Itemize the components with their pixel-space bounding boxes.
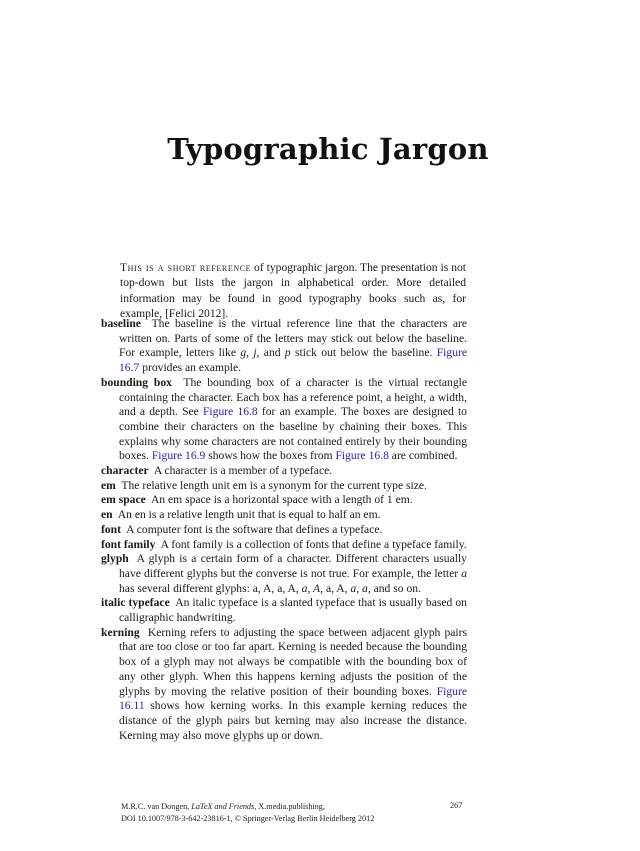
definition-text: An em space is a horizontal space with a length of 1 em. <box>150 493 413 507</box>
definition-text: A glyph is a certain form of a character. Different characters usually have different glyphs but the converse is not true. For example, the letter <box>119 552 467 580</box>
footer-citation <box>121 801 374 824</box>
intro-paragraph <box>120 260 466 322</box>
glossary-entry-em-space <box>101 493 467 508</box>
footer-author: M.R.C. van Dongen, <box>121 802 192 811</box>
figure-link[interactable]: Figure 16.9 <box>151 449 206 463</box>
definition-text: for an example. The boxes are designed to combine their characters on the baseline by chaining their boxes. This explains why some characters are not contained entirely by their bounding boxes. <box>119 405 467 463</box>
glossary-entry-font-family <box>101 538 467 553</box>
glossary-entry-font <box>101 523 467 538</box>
definition-italic: p <box>284 346 291 360</box>
page-title: Typographic Jargon <box>167 132 489 166</box>
intro-text: of typographic jargon. The presentation is not top-down but lists the jargon in alphabetical order. More detailed information may be found in good typography books such as, for example, [Felici 2012]. <box>120 260 467 321</box>
footer-line-2: DOI 10.1007/978-3-642-23816-1, © Springer-Verlag Berlin Heidelberg 2012 <box>121 813 375 823</box>
term-font: font <box>101 522 121 536</box>
glossary-list <box>101 317 467 743</box>
definition-text: and so on. <box>370 581 421 595</box>
definition-text: provides an example. <box>139 361 242 375</box>
glossary-entry-character <box>101 464 467 479</box>
definition-text: The baseline is the virtual reference line that the characters are written on. Parts of some of the letters may stick out below the baseline. For example, letters like <box>119 317 467 360</box>
figure-link[interactable]: Figure 16.11 <box>119 684 467 713</box>
intro-lead: This is a short reference <box>120 260 252 274</box>
definition-text: stick out below the baseline. <box>290 346 437 360</box>
footer-line-1 <box>121 801 374 813</box>
term-em-space: em space <box>101 493 146 507</box>
definition-text: A font family is a collection of fonts that define a typeface family. <box>160 537 467 551</box>
glossary-entry-baseline <box>101 317 467 376</box>
definition-text: An italic typeface is a slanted typeface that is usually based on calligraphic handwriting. <box>119 596 467 625</box>
glossary-entry-en <box>101 508 467 523</box>
figure-link[interactable]: Figure 16.7 <box>119 346 468 375</box>
term-font-family: font family <box>101 537 156 551</box>
figure-link[interactable]: Figure 16.8 <box>335 449 389 463</box>
term-en: en <box>101 508 113 522</box>
definition-text: shows how the boxes from <box>205 449 336 463</box>
term-bounding-box: bounding box <box>101 375 172 389</box>
footer-book-title: LaTeX and Friends <box>191 802 255 811</box>
term-em: em <box>101 478 116 492</box>
definition-text: The relative length unit em is a synonym for the current type size. <box>121 478 427 492</box>
term-glyph: glyph <box>101 552 129 566</box>
term-character: character <box>101 464 149 478</box>
definition-italic: a, a, <box>350 581 371 595</box>
definition-text: An en is a relative length unit that is equal to half an em. <box>117 508 381 522</box>
page-number: 267 <box>450 801 463 810</box>
glossary-entry-bounding-box <box>101 376 467 464</box>
glossary-entry-glyph <box>101 552 467 596</box>
definition-text: has several different glyphs: a, A, a, A, <box>119 581 302 595</box>
term-baseline: baseline <box>101 317 141 330</box>
definition-text: A character is a member of a typeface. <box>153 464 333 478</box>
glossary-entry-italic-typeface <box>101 596 467 625</box>
definition-text: and <box>259 346 285 360</box>
definition-italic: g, j, <box>240 346 260 360</box>
definition-italic: a <box>461 566 467 580</box>
definition-text: The bounding box of a character is the virtual rectangle containing the character. Each box has a reference point, a height, a width, and a depth. See <box>119 375 467 419</box>
term-italic-typeface: italic typeface <box>101 596 170 610</box>
glossary-entry-kerning <box>101 626 467 744</box>
term-kerning: kerning <box>101 625 140 639</box>
definition-text: A computer font is the software that defines a typeface. <box>126 522 383 536</box>
definition-text: Kerning refers to adjusting the space between adjacent glyph pairs that are too close or too far apart. Kerning is needed because the bounding box of a glyph may not always be compatible with the bounding box of any other glyph. When this happens kerning adjusts the position of the glyphs by moving the relative position of their bounding boxes. <box>119 625 468 698</box>
definition-italic: a, A, <box>301 581 324 595</box>
definition-text: shows how kerning works. In this example kerning reduces the distance of the glyph pairs but kerning may also increase the distance. Kerning may also move glyphs up or down. <box>119 699 467 742</box>
footer-publisher: , X.media.publishing, <box>254 802 325 811</box>
figure-link[interactable]: Figure 16.8 <box>202 405 258 419</box>
definition-text: are combined. <box>388 449 458 463</box>
definition-text: a, A, <box>323 581 351 595</box>
glossary-entry-em <box>101 479 467 494</box>
